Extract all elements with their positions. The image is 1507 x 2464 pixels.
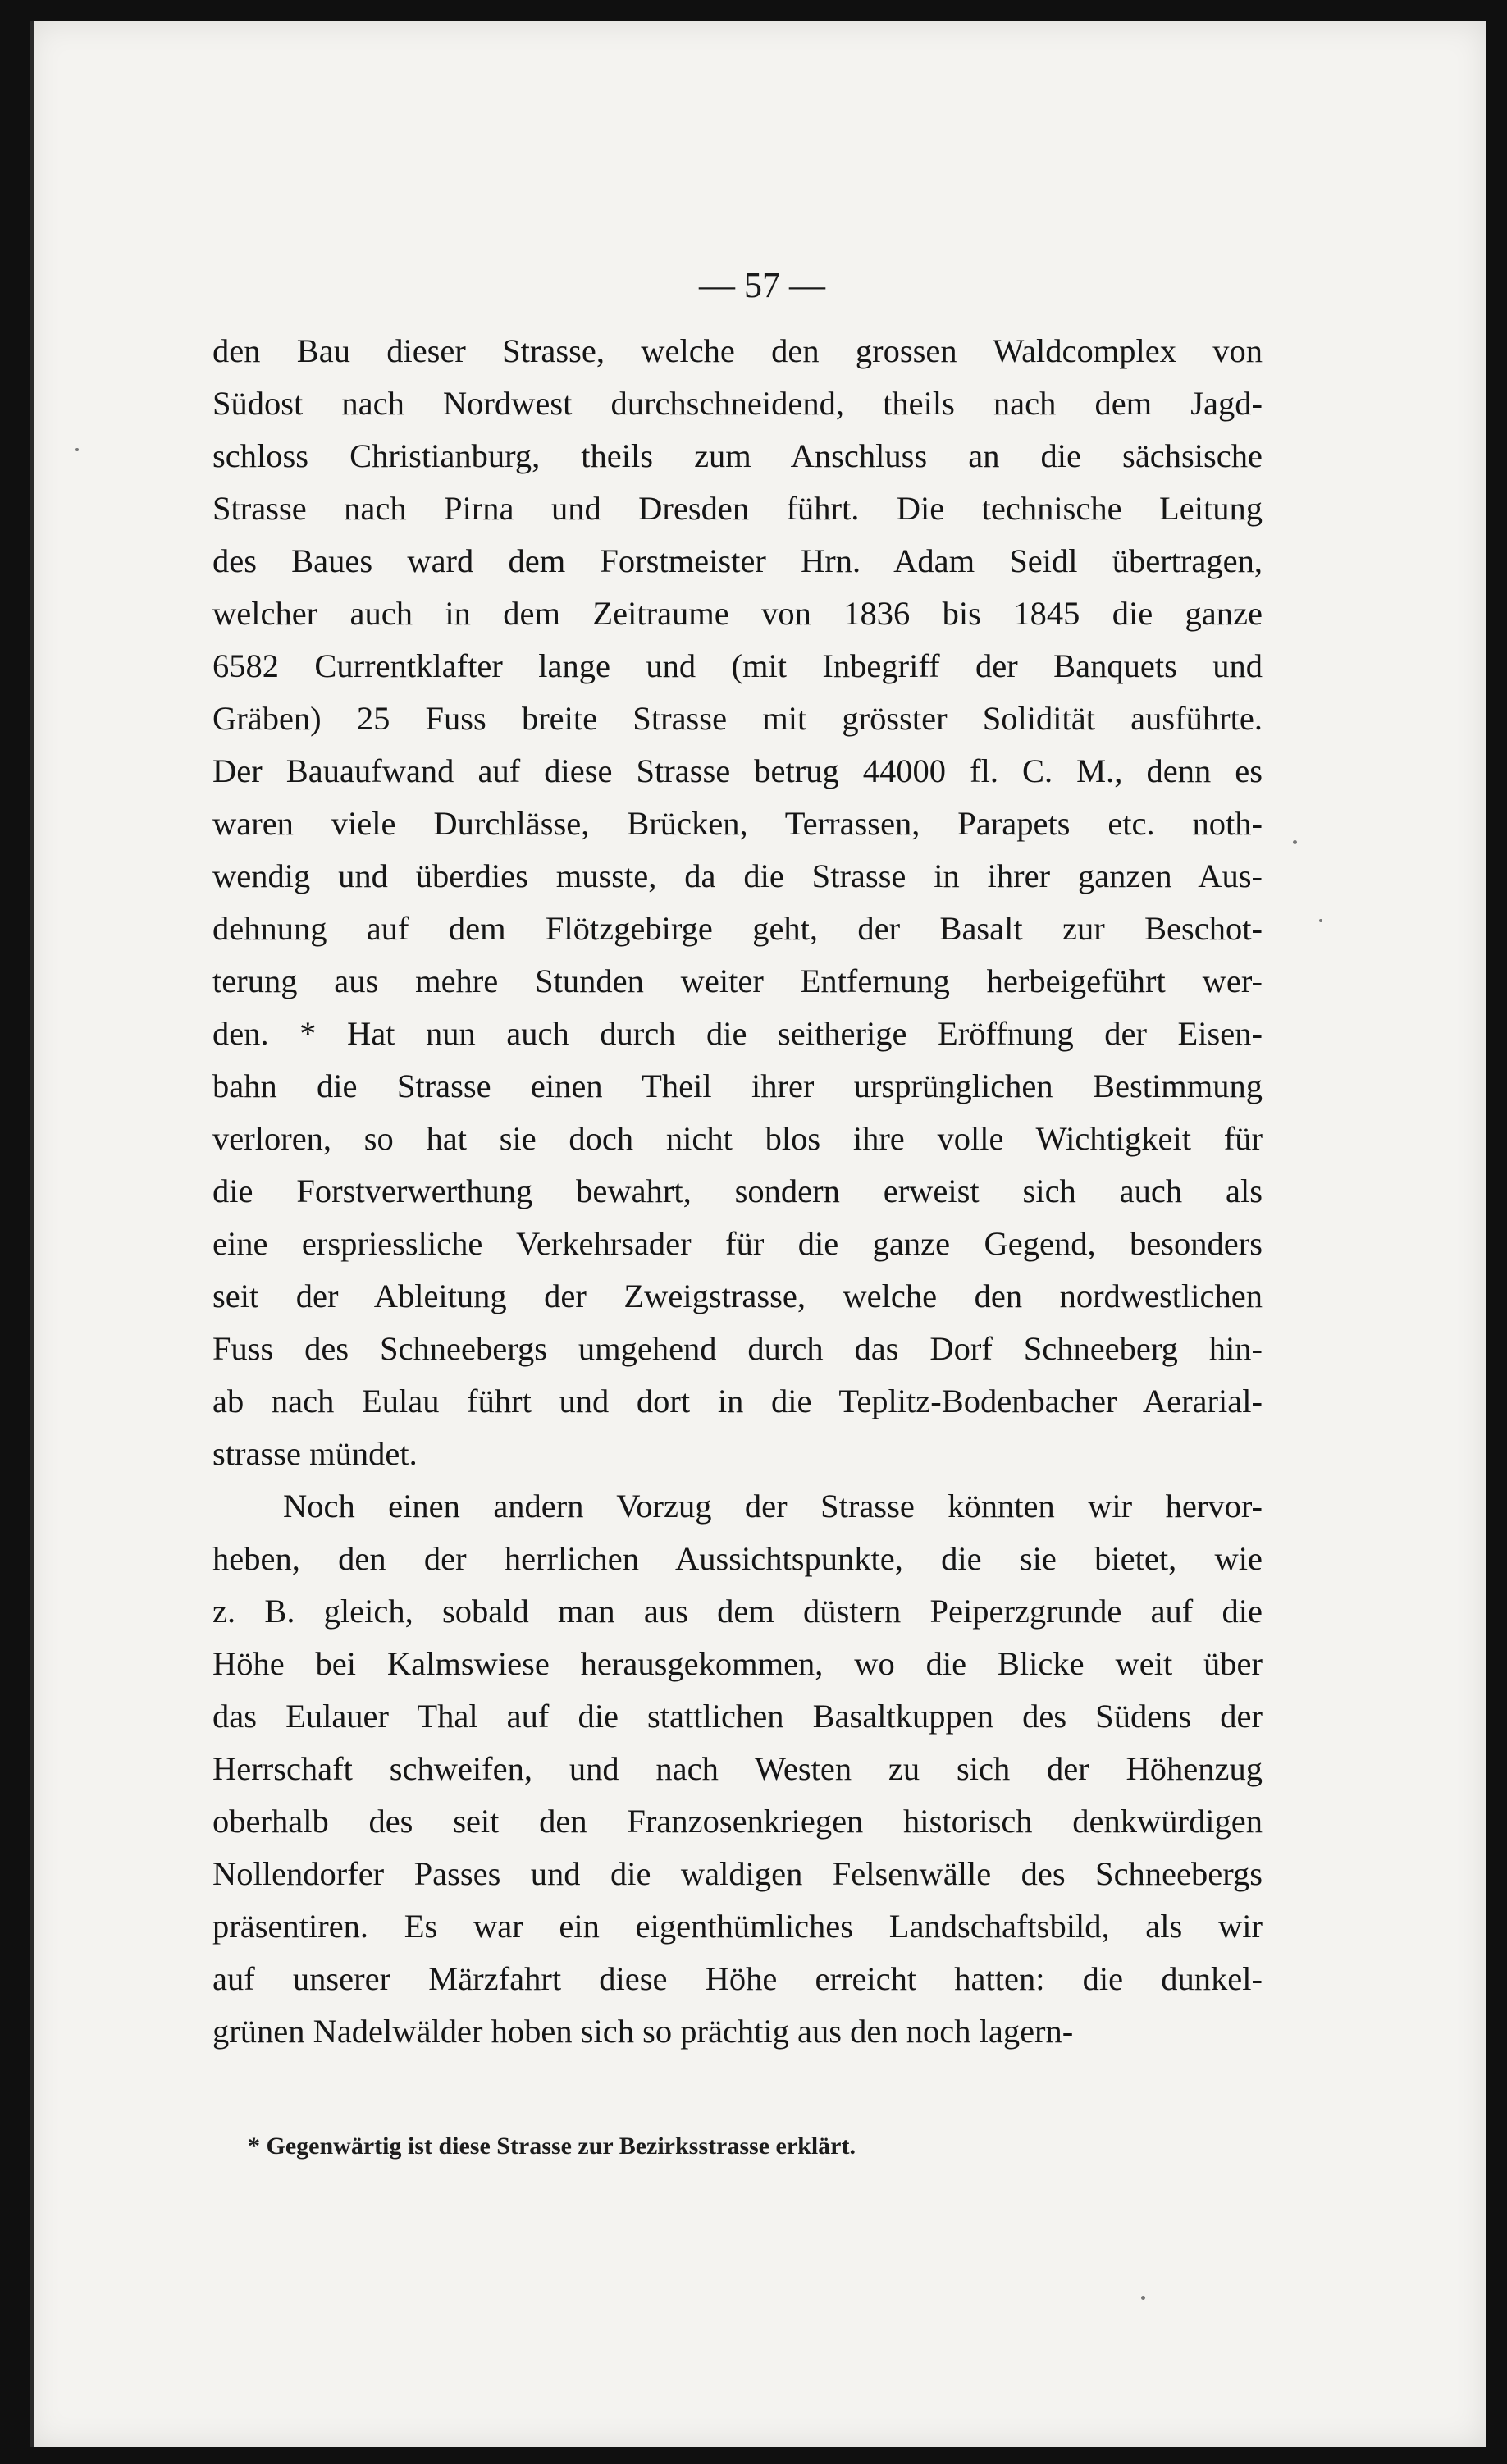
text-line: heben, den der herrlichen Aussichtspunkte, die sie bietet, wie bbox=[212, 1540, 1263, 1577]
paragraph-2 bbox=[212, 1480, 1263, 2058]
scan-speck bbox=[1319, 919, 1322, 922]
text-line: Noch einen andern Vorzug der Strasse könnten wir hervor- bbox=[283, 1488, 1263, 1525]
text-line: Der Bauaufwand auf diese Strasse betrug 44000 fl. C. M., denn es bbox=[212, 752, 1263, 789]
text-line: oberhalb des seit den Franzosenkriegen historisch denkwürdigen bbox=[212, 1803, 1263, 1840]
text-line: Höhe bei Kalmswiese herausgekommen, wo die Blicke weit über bbox=[212, 1645, 1263, 1682]
scan-speck bbox=[1141, 2296, 1145, 2300]
scan-speck bbox=[75, 448, 79, 451]
book-page bbox=[30, 21, 1486, 2447]
text-line: seit der Ableitung der Zweigstrasse, welche den nordwestlichen bbox=[212, 1278, 1263, 1314]
text-line: den. * Hat nun auch durch die seitherige Eröffnung der Eisen- bbox=[212, 1015, 1263, 1052]
body-text bbox=[212, 325, 1263, 2058]
text-line: 6582 Currentklafter lange und (mit Inbegriff der Banquets und bbox=[212, 647, 1263, 684]
text-line: Strasse nach Pirna und Dresden führt. Die technische Leitung bbox=[212, 490, 1263, 527]
text-line: bahn die Strasse einen Theil ihrer ursprünglichen Bestimmung bbox=[212, 1067, 1263, 1104]
text-line: Herrschaft schweifen, und nach Westen zu sich der Höhenzug bbox=[212, 1750, 1263, 1787]
text-line: ab nach Eulau führt und dort in die Teplitz-Bodenbacher Aerarial- bbox=[212, 1383, 1263, 1419]
text-line: präsentiren. Es war ein eigenthümliches Landschaftsbild, als wir bbox=[212, 1908, 1263, 1945]
text-line: verloren, so hat sie doch nicht blos ihre volle Wichtigkeit für bbox=[212, 1120, 1263, 1157]
text-line: Südost nach Nordwest durchschneidend, theils nach dem Jagd- bbox=[212, 385, 1263, 422]
text-line: Fuss des Schneebergs umgehend durch das Dorf Schneeberg hin- bbox=[212, 1330, 1263, 1367]
text-line: dehnung auf dem Flötzgebirge geht, der Basalt zur Beschot- bbox=[212, 910, 1263, 947]
text-line: die Forstverwerthung bewahrt, sondern erweist sich auch als bbox=[212, 1173, 1263, 1209]
paragraph-1 bbox=[212, 325, 1263, 1480]
page-number: — 57 — bbox=[699, 265, 825, 305]
text-line: waren viele Durchlässe, Brücken, Terrassen, Parapets etc. noth- bbox=[212, 805, 1263, 842]
text-line: den Bau dieser Strasse, welche den grossen Waldcomplex von bbox=[212, 332, 1263, 369]
text-line: grünen Nadelwälder hoben sich so prächtig aus den noch lagern- bbox=[212, 2013, 1074, 2050]
text-line: das Eulauer Thal auf die stattlichen Basaltkuppen des Südens der bbox=[212, 1698, 1263, 1735]
text-line: eine erspriessliche Verkehrsader für die ganze Gegend, besonders bbox=[212, 1225, 1263, 1262]
text-line: terung aus mehre Stunden weiter Entfernung herbeigeführt wer- bbox=[212, 962, 1263, 999]
footnote: * Gegenwärtig ist diese Strasse zur Bezirksstrasse erklärt. bbox=[248, 2133, 856, 2160]
text-line: wendig und überdies musste, da die Strasse in ihrer ganzen Aus- bbox=[212, 857, 1263, 894]
text-line: welcher auch in dem Zeitraume von 1836 bis 1845 die ganze bbox=[212, 595, 1263, 632]
page-spine-edge bbox=[30, 21, 34, 2447]
text-line: Nollendorfer Passes und die waldigen Felsenwälle des Schneebergs bbox=[212, 1855, 1263, 1892]
text-line: auf unserer Märzfahrt diese Höhe erreicht hatten: die dunkel- bbox=[212, 1960, 1263, 1997]
text-line: des Baues ward dem Forstmeister Hrn. Adam Seidl übertragen, bbox=[212, 542, 1263, 579]
text-line: strasse mündet. bbox=[212, 1435, 418, 1472]
text-line: Gräben) 25 Fuss breite Strasse mit grösster Solidität ausführte. bbox=[212, 700, 1263, 737]
text-line: schloss Christianburg, theils zum Anschluss an die sächsische bbox=[212, 437, 1263, 474]
text-line: z. B. gleich, sobald man aus dem düstern Peiperzgrunde auf die bbox=[212, 1593, 1263, 1630]
scan-speck bbox=[1293, 840, 1297, 844]
